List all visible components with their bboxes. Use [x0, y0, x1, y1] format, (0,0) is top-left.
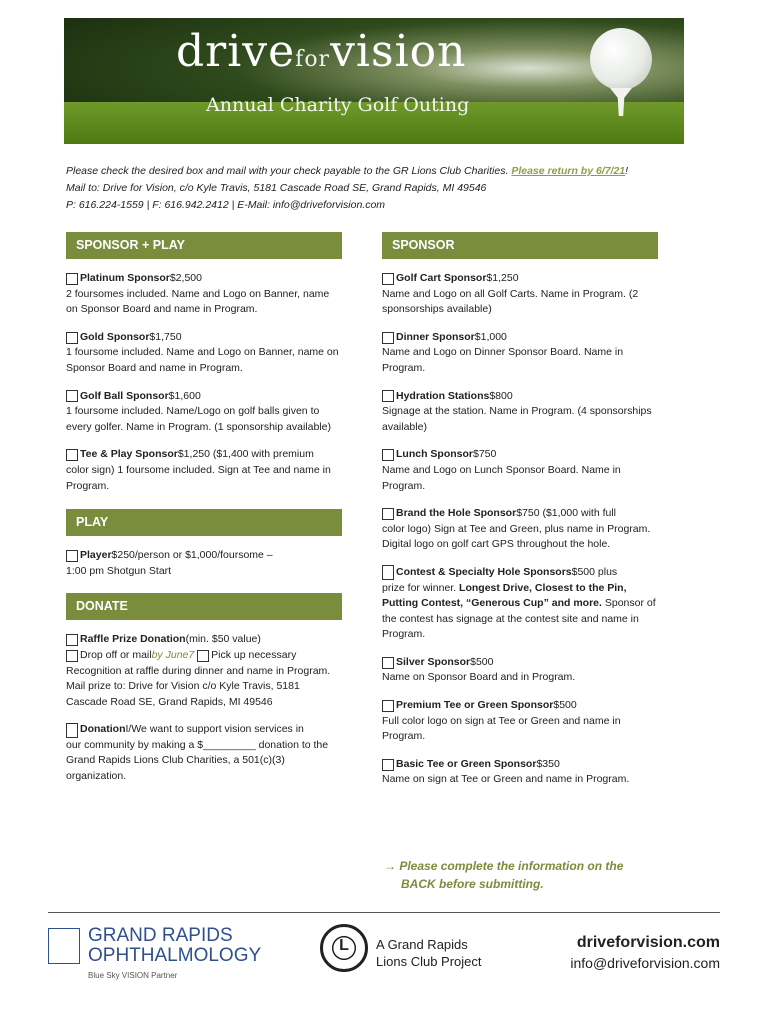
premium-tee-checkbox[interactable] — [382, 700, 394, 712]
contest-item: Contest & Specialty Hole Sponsors $500 plus prize for winner. Longest Drive, Closest to the Pin, Putting Contest, “Generous Cup” and more. Sponsor of the contest has signage at the contest site and name in Program. — [382, 565, 656, 641]
platinum-sponsor-item: Platinum Sponsor $2,500 2 foursomes included. Name and Logo on Banner, name on Sponsor Board and name in Program. — [66, 272, 330, 316]
lions-club-emblem-icon: L — [320, 924, 368, 972]
brand-hole-item: Brand the Hole Sponsor $750 ($1,000 with full color logo) Sign at Tee and Green, plus name in Program. Digital logo on golf cart GPS throughout the hole. — [382, 507, 651, 551]
tee-play-checkbox[interactable] — [66, 449, 78, 461]
sponsor-play-header: SPONSOR + PLAY — [66, 232, 342, 259]
golf-ball-checkbox[interactable] — [66, 390, 78, 402]
premium-tee-item: Premium Tee or Green Sponsor $500 Full color logo on sign at Tee or Green and name in Program. — [382, 699, 621, 743]
intro-text: Please check the desired box and mail with your check payable to the GR Lions Club Charities. Please return by 6/7/21! Mail to: Drive for Vision, c/o Kyle Travis, 5181 Cascade Road SE, Grand Rapids, MI 49546 P: 616.224-1559 | F: 616.942.2412 | E-Mail: info@driveforvision.com — [66, 165, 629, 211]
play-header: PLAY — [66, 509, 342, 536]
email-link[interactable]: info@driveforvision.com — [570, 955, 720, 971]
golf-ball-image — [590, 28, 652, 90]
player-item: Player $250/person or $1,000/foursome – 1:00 pm Shotgun Start — [66, 549, 273, 577]
sponsor-header: SPONSOR — [382, 232, 658, 259]
basic-tee-item: Basic Tee or Green Sponsor $350 Name on sign at Tee or Green and name in Program. — [382, 757, 630, 786]
golf-ball-sponsor-item: Golf Ball Sponsor $1,600 1 foursome included. Name/Logo on golf balls given to every golfer. Name in Program. (1 sponsorship available) — [66, 389, 331, 433]
drive-for-vision-logo: driveforvision — [176, 26, 467, 77]
gro-mark-icon — [48, 928, 80, 964]
silver-checkbox[interactable] — [382, 657, 394, 669]
player-checkbox[interactable] — [66, 550, 78, 562]
tee-play-sponsor-item: Tee & Play Sponsor $1,250 ($1,400 with premium color sign) 1 foursome included. Sign at Tee and name in Program. — [66, 448, 331, 492]
dinner-checkbox[interactable] — [382, 332, 394, 344]
hydration-checkbox[interactable] — [382, 390, 394, 402]
dropoff-checkbox[interactable] — [66, 650, 78, 662]
donation-item: Donation I/We want to support vision services in our community by making a $_________ donation to the Grand Rapids Lions Club Charities, a 501(c)(3) organization. — [66, 723, 329, 783]
basic-tee-checkbox[interactable] — [382, 759, 394, 771]
brand-hole-checkbox[interactable] — [382, 508, 394, 520]
website-link[interactable]: driveforvision.com — [576, 934, 720, 951]
gold-sponsor-item: Gold Sponsor $1,750 1 foursome included. Name and Logo on Banner, name on Sponsor Board and name in Program. — [66, 330, 339, 374]
contest-checkbox[interactable] — [382, 565, 394, 580]
right-column — [382, 232, 658, 800]
lunch-checkbox[interactable] — [382, 449, 394, 461]
complete-back-note: → Please complete the information on the BACK before submitting. — [384, 859, 624, 891]
banner-subtitle: Annual Charity Golf Outing — [206, 94, 470, 116]
platinum-checkbox[interactable] — [66, 273, 78, 285]
silver-item: Silver Sponsor $500 Name on Sponsor Board and in Program. — [382, 655, 576, 684]
raffle-checkbox[interactable] — [66, 634, 78, 646]
golf-cart-item: Golf Cart Sponsor $1,250 Name and Logo on all Golf Carts. Name in Program. (2 sponsorships available) — [382, 272, 639, 316]
dinner-item: Dinner Sponsor $1,000 Name and Logo on Dinner Sponsor Board. Name in Program. — [382, 330, 624, 374]
pickup-checkbox[interactable] — [197, 650, 209, 662]
lunch-item: Lunch Sponsor $750 Name and Logo on Lunch Sponsor Board. Name in Program. — [382, 448, 621, 492]
raffle-item: Raffle Prize Donation (min. $50 value) Drop off or mail by June7 Pick up necessary Recognition at raffle during dinner and name in Program. Mail prize to: Drive for Vision c/o Kyle Travis, 5181 Cascade Road SE, Grand Rapids, MI 49546 — [66, 633, 331, 708]
lions-project-text: A Grand Rapids Lions Club Project — [376, 937, 482, 969]
donate-header: DONATE — [66, 593, 342, 620]
golf-cart-checkbox[interactable] — [382, 273, 394, 285]
hydration-item: Hydration Stations $800 Signage at the station. Name in Program. (4 sponsorships available) — [382, 389, 652, 433]
gold-checkbox[interactable] — [66, 332, 78, 344]
contact-block — [570, 933, 720, 973]
footer-divider — [48, 912, 720, 913]
donation-checkbox[interactable] — [66, 723, 78, 738]
header-banner — [64, 18, 684, 144]
left-column — [66, 232, 342, 797]
return-date: Please return by 6/7/21 — [511, 165, 626, 177]
